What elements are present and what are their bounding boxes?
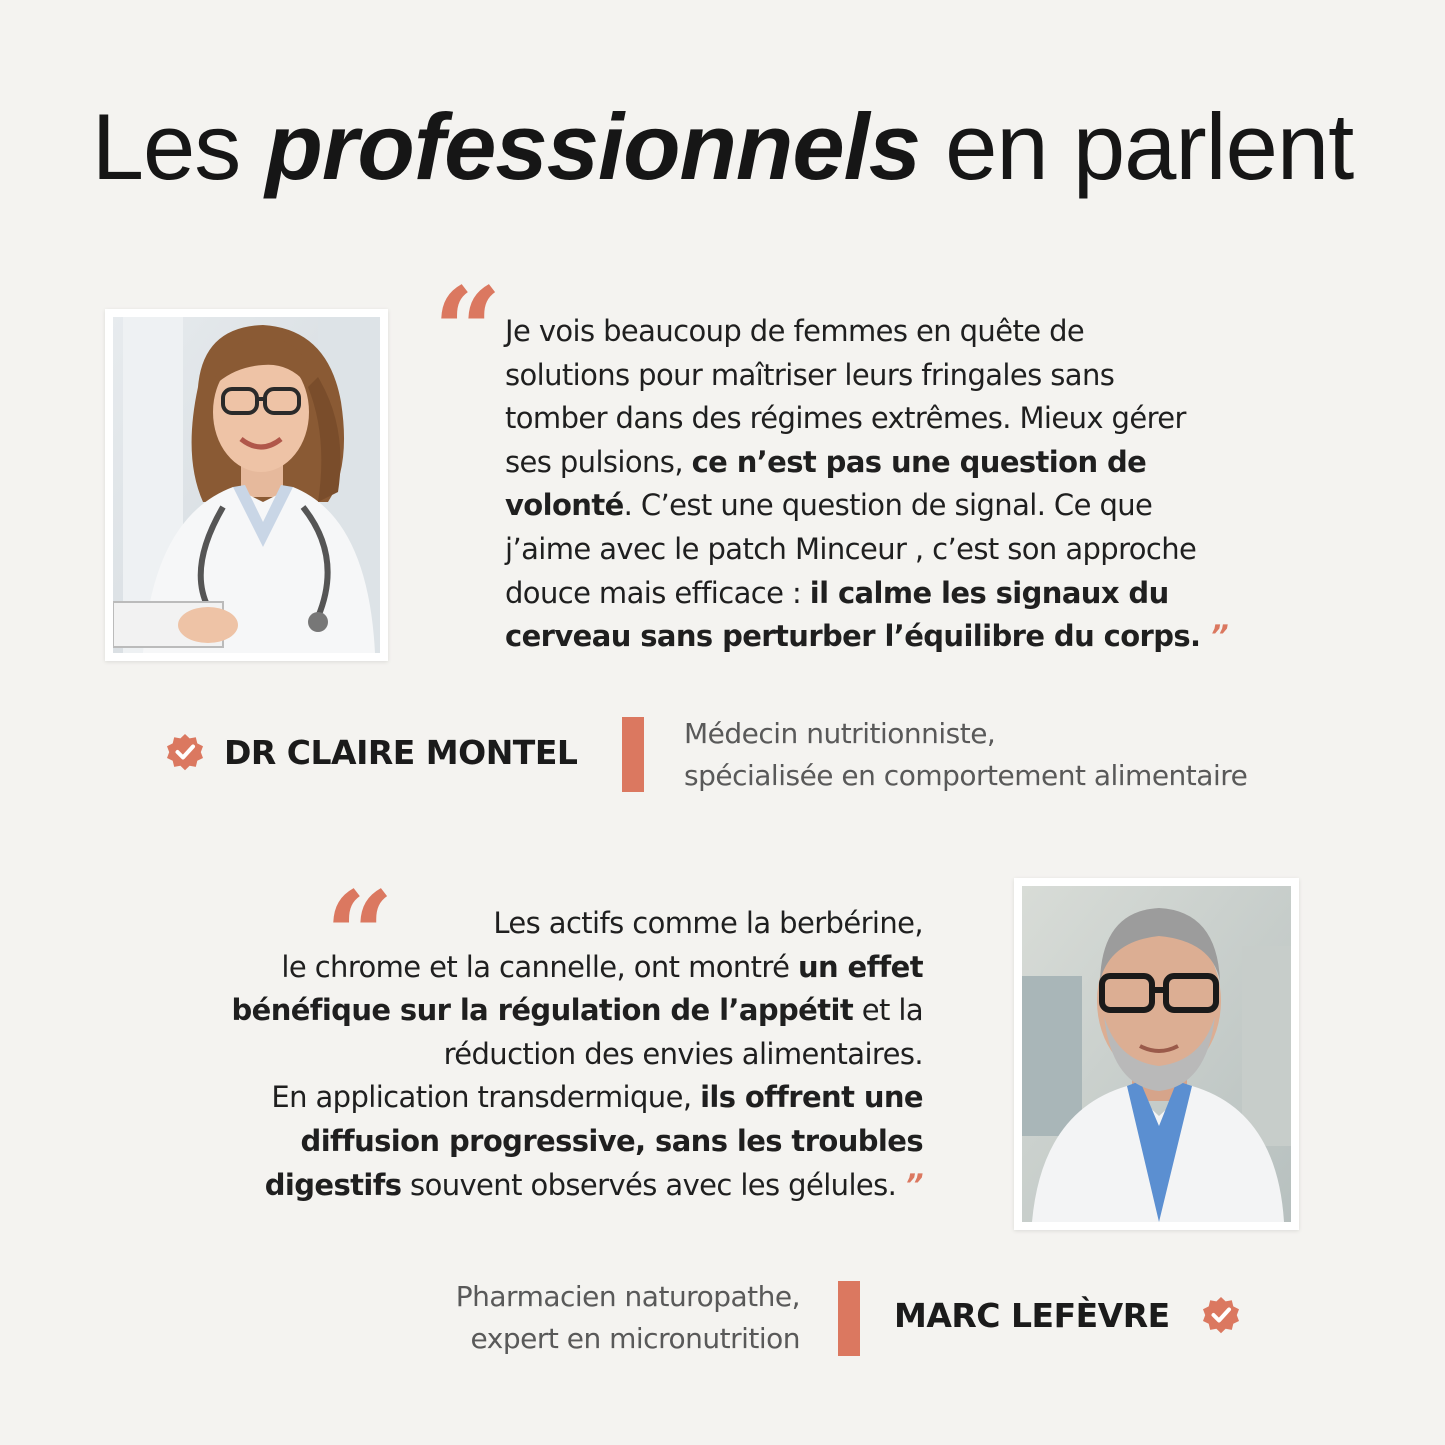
quote-emphasis: ils offrent une [700,1080,923,1115]
title-after: en parlent [920,94,1354,199]
close-quote-icon: ” [1209,619,1229,654]
verified-badge-icon [1200,1294,1242,1336]
page-title [0,92,1445,202]
pharmacist-portrait-icon [1022,886,1291,1222]
role-line-2: expert en micronutrition [470,1322,800,1355]
quote-segment: Je vois beaucoup de femmes en quête de [505,314,1085,348]
testimonial-quote-claire [505,310,1355,659]
verified-badge-icon [164,731,206,773]
quote-line [505,615,1355,659]
quote-emphasis: ce n’est pas une question de [691,444,1147,479]
quote-segment: réduction des envies alimentaires. [443,1036,923,1071]
quote-line [120,902,923,946]
quote-line [120,1076,923,1120]
quote-segment: j’aime avec le patch Minceur , c’est son approche [505,531,1197,566]
quote-emphasis: volonté [505,488,624,523]
photo-claire-montel [105,309,388,661]
quote-line [120,1164,923,1208]
quote-line [120,946,923,990]
open-quote-icon: “ [433,261,503,402]
divider-bar [838,1281,860,1356]
person-role-claire [684,713,1247,797]
quote-segment: souvent observés avec les gélules. [401,1167,905,1202]
quote-emphasis: bénéfique sur la régulation de l’appétit [231,993,854,1028]
quote-segment: le chrome et la cannelle, ont montré [281,949,798,984]
quote-line [505,528,1355,572]
quote-line [505,484,1355,528]
quote-segment: douce mais efficace : [505,575,810,610]
quote-line [120,1120,923,1164]
quote-line [120,989,923,1033]
quote-line [505,310,1355,354]
quote-line [505,441,1355,485]
quote-emphasis: un effet [797,949,923,984]
quote-emphasis: digestifs [264,1167,402,1202]
open-quote-icon: “ [325,865,395,1006]
person-name-claire: DR CLAIRE MONTEL [224,733,578,772]
role-line-1: Médecin nutritionniste, [684,717,996,750]
quote-segment: tomber dans des régimes extrêmes. Mieux gérer [505,401,1186,436]
quote-segment: et la [853,993,923,1028]
quote-line [505,397,1355,441]
close-quote-icon: ” [904,1167,923,1202]
photo-marc-lefevre [1014,878,1299,1230]
quote-line [505,572,1355,616]
title-emphasis: professionnels [265,94,921,199]
quote-emphasis: diffusion progressive, sans les troubles [300,1123,923,1158]
quote-emphasis: il calme les signaux du [809,575,1169,610]
quote-segment: Les actifs comme la berbérine, [493,906,923,940]
person-name-marc: MARC LEFÈVRE [894,1296,1170,1335]
quote-segment: solutions pour maîtriser leurs fringales sans [505,357,1115,392]
quote-segment: ses pulsions, [505,444,692,479]
person-role-marc [380,1276,800,1360]
testimonial-quote-marc [120,902,923,1207]
quote-line [120,1033,923,1077]
quote-line [505,354,1355,398]
quote-emphasis: cerveau sans perturber l’équilibre du corps. [505,619,1210,654]
divider-bar [622,717,644,792]
role-line-2: spécialisée en comportement alimentaire [684,759,1248,792]
role-line-1: Pharmacien naturopathe, [455,1280,800,1313]
quote-segment: En application transdermique, [271,1080,701,1115]
doctor-portrait-icon [113,317,380,653]
quote-segment: . C’est une question de signal. Ce que [623,488,1153,523]
title-before: Les [91,94,266,199]
